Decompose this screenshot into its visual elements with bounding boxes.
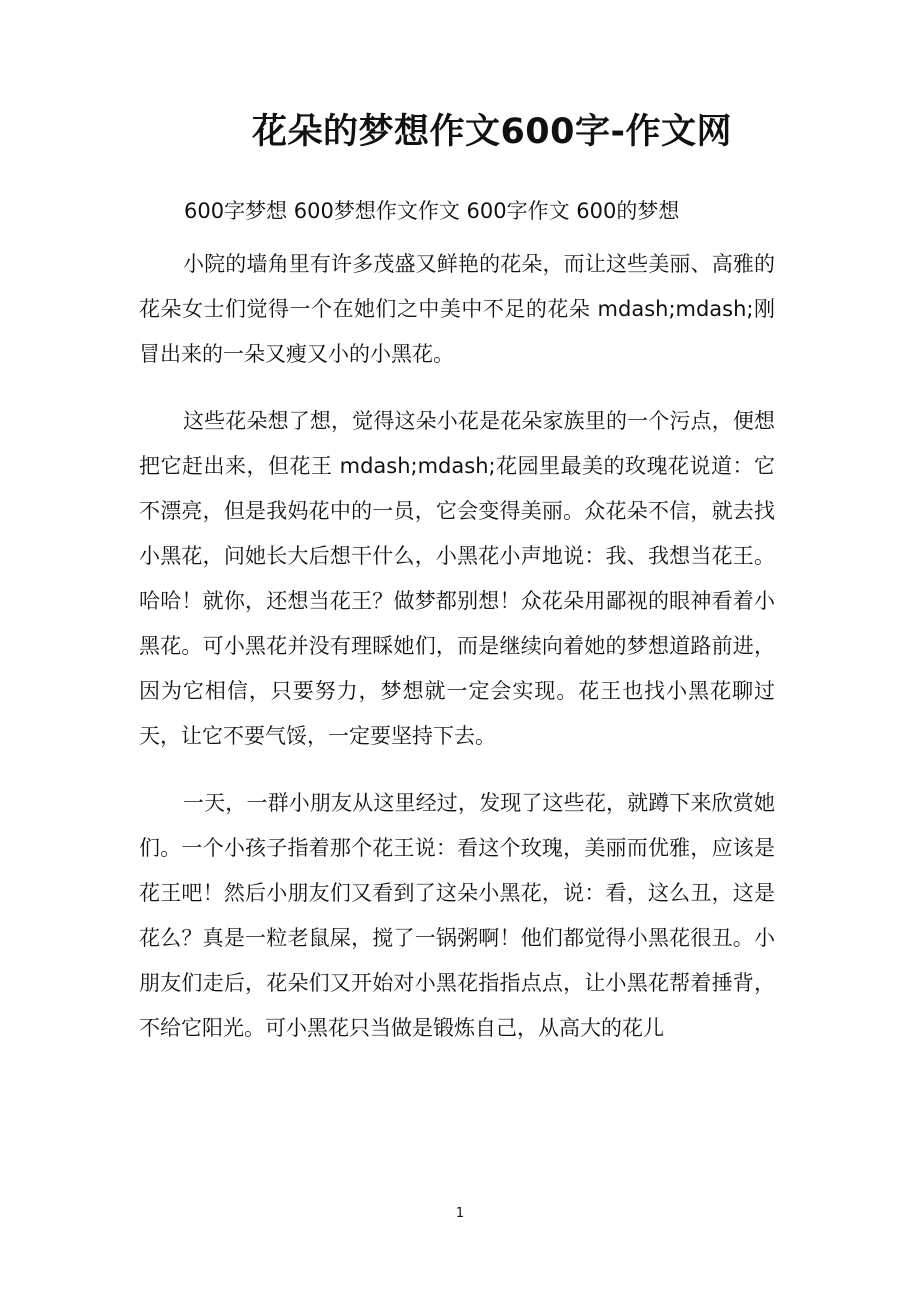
page-number: 1 bbox=[455, 1206, 465, 1221]
paragraph: 一天，一群小朋友从这里经过，发现了这些花，就蹲下来欣赏她们。一个小孩子指着那个花王说：看这个玫瑰，美丽而优雅，应该是花王吧！然后小朋友们又看到了这朵小黑花，说：看，这么丑，这是花么？真是一粒老鼠屎，搅了一锅粥啊！他们都觉得小黑花很丑。小朋友们走后，花朵们又开始对小黑花指指点点，让小黑花帮着捶背，不给它阳光。可小黑花只当做是锻炼自己，从高大的花儿 bbox=[139, 791, 775, 1040]
paragraph: 小院的墙角里有许多茂盛又鲜艳的花朵，而让这些美丽、高雅的花朵女士们觉得一个在她们之中美中不足的花朵 mdash;mdash;刚冒出来的一朵又瘦又小的小黑花。 bbox=[139, 252, 775, 366]
keyword-tags: 600字梦想 600梦想作文作文 600字作文 600的梦想 bbox=[184, 199, 680, 223]
article-body bbox=[139, 242, 775, 1051]
paragraph: 这些花朵想了想，觉得这朵小花是花朵家族里的一个污点，便想把它赶出来，但花王 mdash;mdash;花园里最美的玫瑰花说道：它不漂亮，但是我妈花中的一员，它会变得美丽。众花朵不信，就去找小黑花，问她长大后想干什么，小黑花小声地说：我、我想当花王。哈哈！就你，还想当花王？做梦都别想！众花朵用鄙视的眼神看着小黑花。可小黑花并没有理睬她们，而是继续向着她的梦想道路前进，因为它相信，只要努力，梦想就一定会实现。花王也找小黑花聊过天，让它不要气馁，一定要坚持下去。 bbox=[139, 409, 775, 748]
document-title: 花朵的梦想作文600字-作文网 bbox=[251, 112, 733, 152]
